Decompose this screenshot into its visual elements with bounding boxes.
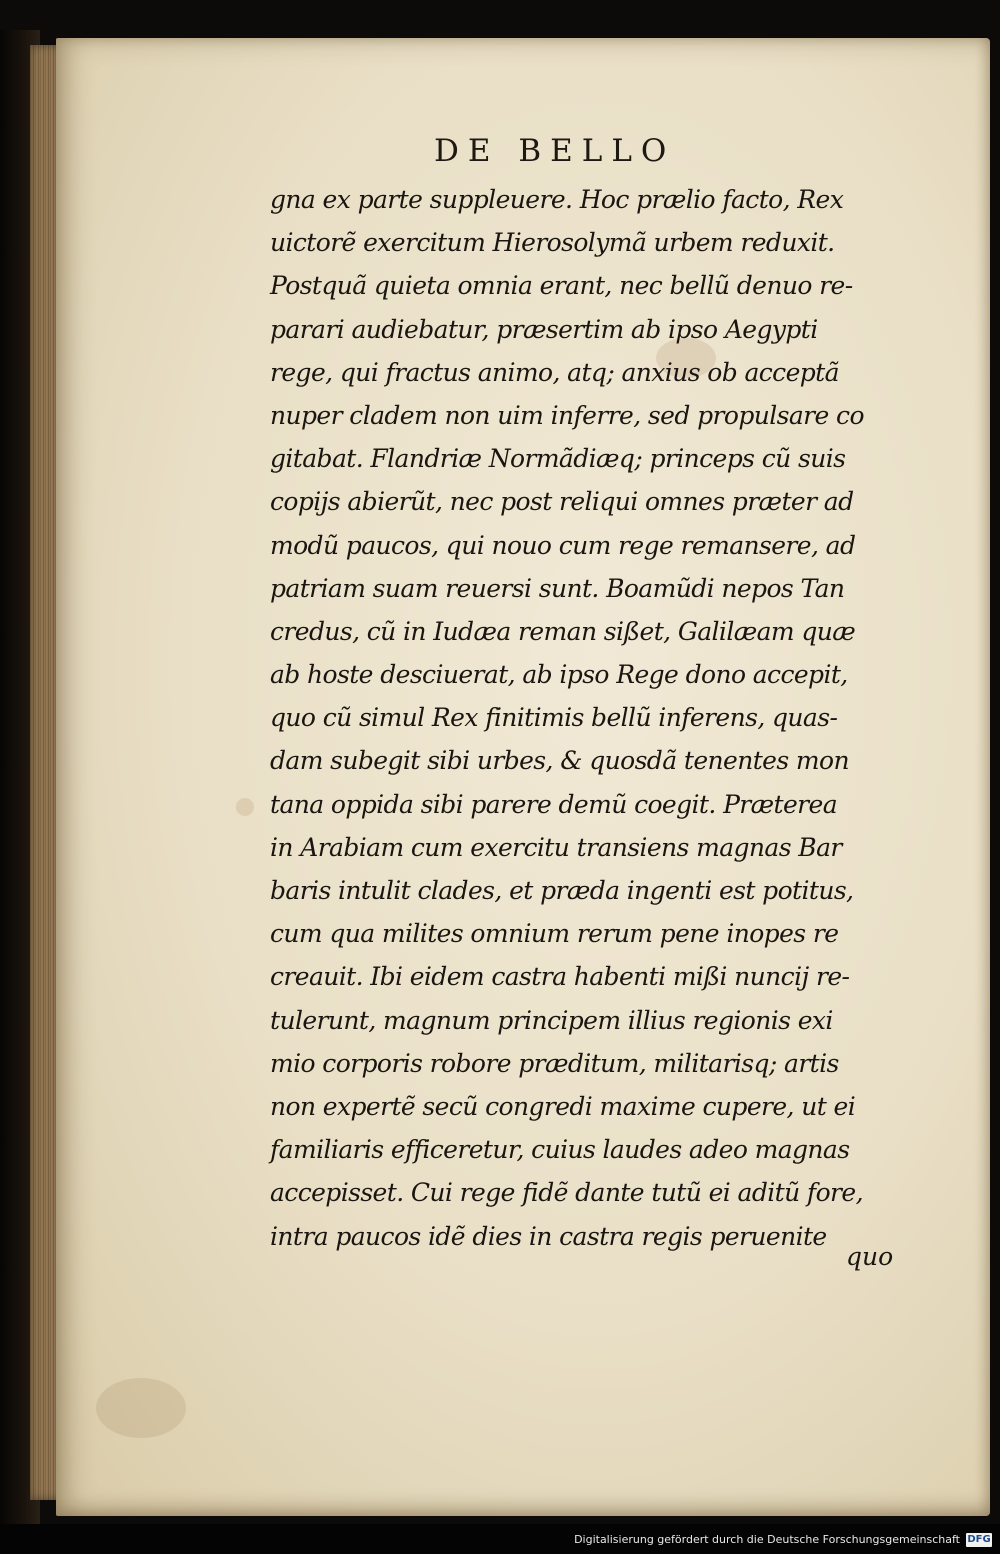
text-line: mio corporis robore præditum, militarisq; artis: [270, 1048, 839, 1078]
text-line: modũ paucos, qui nouo cum rege remansere, ad: [270, 530, 856, 560]
funding-credit: Digitalisierung gefördert durch die Deutsche Forschungsgemeinschaft: [574, 1533, 960, 1546]
catchword: quo: [846, 1242, 894, 1271]
text-line: uictorẽ exercitum Hierosolymã urbem reduxit.: [270, 228, 835, 258]
text-line: ab hoste desciuerat, ab ipso Rege dono accepit,: [270, 660, 848, 690]
text-line: accepisset. Cui rege fidẽ dante tutũ ei aditũ fore,: [270, 1178, 863, 1208]
text-line: baris intulit clades, et præda ingenti est potitus,: [270, 876, 854, 905]
text-line: gitabat. Flandriæ Normãdiæq; princeps cũ suis: [270, 444, 846, 474]
text-line: dam subegit sibi urbes, & quosdã tenentes mon: [270, 746, 849, 776]
text-line: cum qua milites omnium rerum pene inopes re: [270, 919, 839, 949]
foxing-stain: [236, 798, 254, 816]
text-line: nuper cladem non uim inferre, sed propulsare co: [270, 400, 864, 430]
text-line: in Arabiam cum exercitu transiens magnas Bar: [270, 832, 842, 862]
text-line: familiaris efficeretur, cuius laudes adeo magnas: [270, 1135, 850, 1165]
text-line: quo cũ simul Rex finitimis bellũ inferens, quas-: [270, 703, 838, 733]
footer-bar: [0, 1524, 1000, 1554]
running-head: DE BELLO: [434, 133, 676, 169]
foxing-stain: [96, 1378, 186, 1438]
body-text: [270, 178, 920, 1258]
text-line: creauit. Ibi eidem castra habenti mißi nuncij re-: [270, 962, 850, 992]
text-line: non expertẽ secũ congredi maxime cupere, ut ei: [270, 1091, 856, 1121]
text-line: parari audiebatur, præsertim ab ipso Aegypti: [270, 314, 818, 344]
text-line: tulerunt, magnum principem illius regionis exi: [270, 1005, 833, 1035]
text-line: Postquã quieta omnia erant, nec bellũ denuo re-: [270, 271, 853, 301]
text-line: intra paucos idẽ dies in castra regis peruenite: [270, 1221, 827, 1251]
text-line: credus, cũ in Iudæa reman sißet, Galilæam quæ: [270, 616, 856, 646]
dfg-logo-icon: DFG: [967, 1534, 991, 1545]
text-line: tana oppida sibi parere demũ coegit. Præterea: [270, 789, 838, 819]
text-line: copijs abierũt, nec post reliqui omnes præter ad: [270, 487, 854, 517]
text-line: gna ex parte suppleuere. Hoc prælio facto, Rex: [270, 185, 844, 214]
text-line: rege, qui fractus animo, atq; anxius ob acceptã: [270, 357, 839, 387]
text-line: patriam suam reuersi sunt. Boamũdi nepos Tan: [270, 573, 845, 603]
